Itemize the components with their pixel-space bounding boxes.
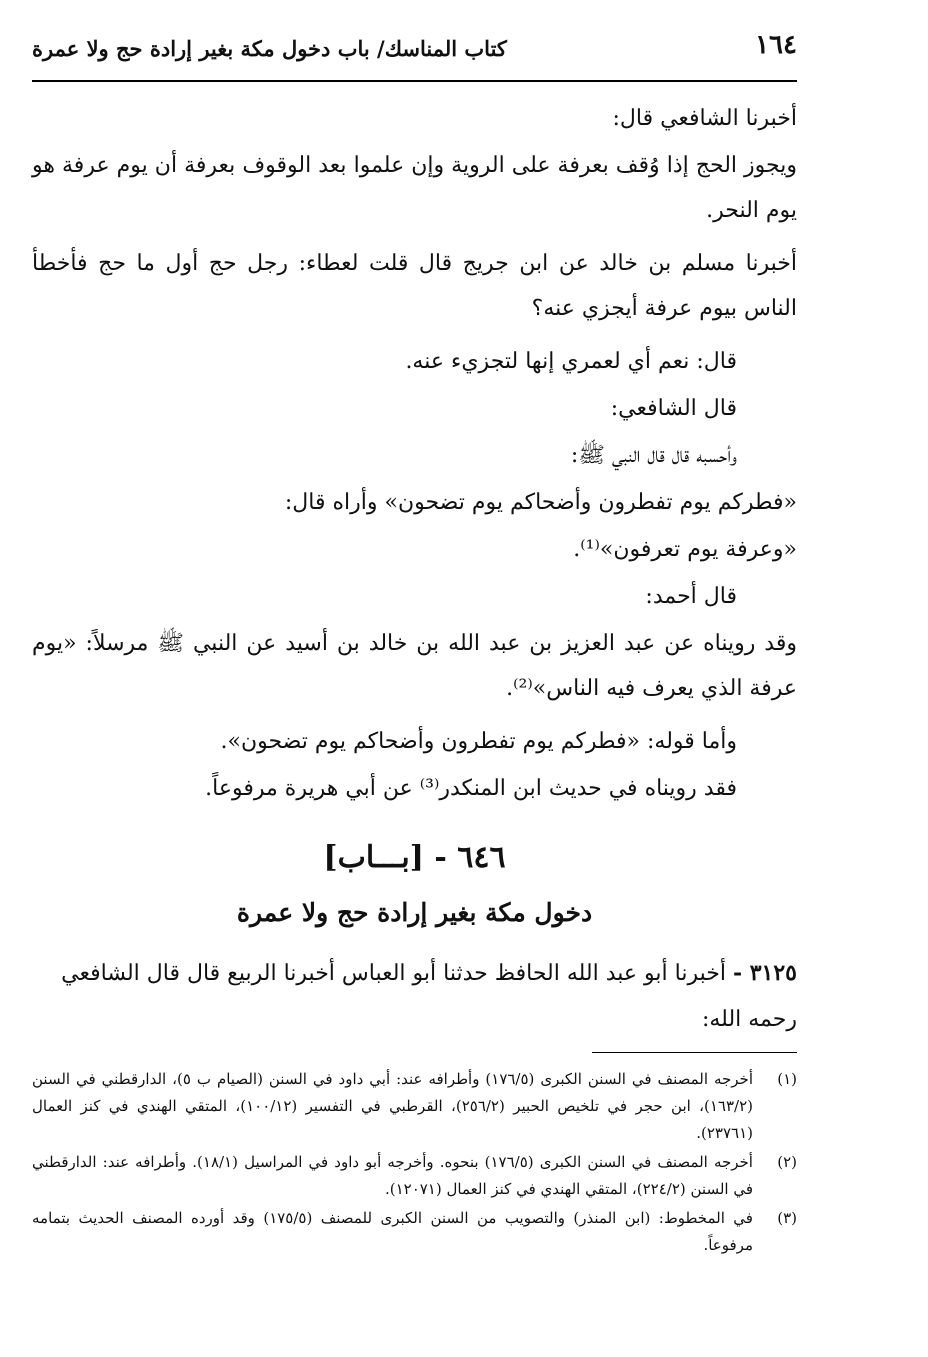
footnote-text: في المخطوط: (ابن المنذر) والتصويب من السنن الكبرى للمصنف (١٧٥/٥) وقد أورده المصنف الحديث بتمامه مرفوعاً. — [32, 1209, 753, 1254]
hadith-paragraph — [32, 950, 797, 1043]
paragraph: فقد رويناه في حديث ابن المنكدر⁽³⁾ عن أبي هريرة مرفوعاً. — [205, 776, 737, 801]
paragraph: وأحسبه قال قال النبي ﷺ: — [570, 443, 737, 468]
hadith-text: أخبرنا أبو عبد الله الحافظ حدثنا أبو العباس أخبرنا الربيع قال قال الشافعي رحمه الله: — [61, 961, 797, 1032]
footnote-text: أخرجه المصنف في السنن الكبرى (١٧٦/٥) بنحوه. وأخرجه أبو داود في المراسيل (١٨/١). وأطرافه عند: الدارقطني في السنن (٢٢٤/٢)، المتقي الهندي في كنز العمال (١٢٠٧١). — [32, 1153, 753, 1198]
paragraph: وقد رويناه عن عبد العزيز بن عبد الله بن خالد بن أسيد عن النبي ﷺ مرسلاً: «يوم عرفة الذي يعرف فيه الناس»⁽²⁾. — [32, 631, 797, 701]
paragraph: وأما قوله: «فطركم يوم تفطرون وأضحاكم يوم تضحون». — [220, 729, 737, 754]
footnote-number: (١) — [777, 1070, 797, 1088]
section-number: ٦٤٦ - [بـــاب] — [323, 840, 506, 875]
footnote — [32, 1205, 797, 1259]
paragraph: قال: نعم أي لعمري إنها لتجزيء عنه. — [405, 349, 737, 374]
main-text — [32, 96, 797, 813]
paragraph: قال أحمد: — [645, 584, 737, 609]
footnote-number: (٣) — [777, 1209, 797, 1227]
section-title: دخول مكة بغير إرادة حج ولا عمرة — [236, 898, 593, 927]
page-number: ١٦٤ — [755, 30, 797, 60]
footnote-number: (٢) — [777, 1153, 797, 1171]
running-title: كتاب المناسك/ باب دخول مكة بغير إرادة حج ولا عمرة — [32, 36, 507, 61]
paragraph: أخبرنا الشافعي قال: — [612, 106, 797, 131]
footnote-text: أخرجه المصنف في السنن الكبرى (١٧٦/٥) وأطرافه عند: أبي داود في السنن (الصيام ب ٥)، الدارقطني في السنن (١٦٣/٢)، ابن حجر في تلخيص الحبير (٢٥٦/٢)، القرطبي في التفسير (١٠٠/١٢)، المتقي الهندي في كنز العمال (٢٣٧٦١). — [32, 1070, 753, 1142]
paragraph: قال الشافعي: — [610, 396, 737, 421]
footnotes — [32, 1066, 797, 1261]
footnote — [32, 1149, 797, 1203]
page-header — [32, 30, 797, 70]
paragraph: ويجوز الحج إذا وُقف بعرفة على الروية وإن علموا بعد الوقوف بعرفة أن يوم عرفة هو يوم النحر. — [32, 153, 797, 223]
hadith-number: ٣١٢٥ - — [732, 960, 797, 986]
paragraph: «وعرفة يوم تعرفون»⁽¹⁾. — [573, 537, 797, 562]
header-divider — [32, 80, 797, 82]
paragraph: «فطركم يوم تفطرون وأضحاكم يوم تضحون» وأراه قال: — [284, 490, 797, 515]
footnote-divider — [592, 1052, 797, 1053]
footnote — [32, 1066, 797, 1147]
paragraph: أخبرنا مسلم بن خالد عن ابن جريج قال قلت لعطاء: رجل حج أول ما حج فأخطأ الناس بيوم عرفة أيجزي عنه؟ — [32, 251, 797, 321]
